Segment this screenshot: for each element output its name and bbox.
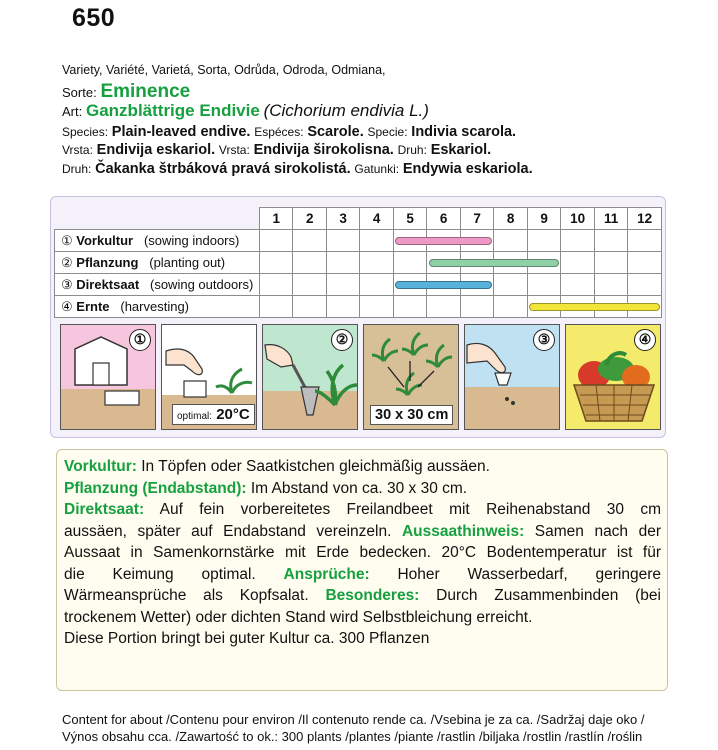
vrsta-value-sl: Endivija eskariol. bbox=[96, 142, 216, 158]
species-value-fr: Scarole. bbox=[307, 123, 364, 140]
cell bbox=[393, 252, 426, 274]
cell bbox=[494, 274, 527, 296]
text-line: Diese Portion bringt bei guter Kultur ca. 300 Pflanzen bbox=[64, 630, 430, 647]
species-label-it: Specie: bbox=[367, 124, 408, 139]
row-name: Direktsaat bbox=[76, 276, 140, 292]
species-latin: (Cichorium endivia L.) bbox=[263, 101, 429, 120]
row-name: Vorkultur bbox=[76, 232, 134, 248]
cell bbox=[594, 252, 628, 274]
calendar-row-vorkultur bbox=[55, 230, 662, 252]
row-desc: (planting out) bbox=[149, 254, 226, 270]
vrsta-label-hr: Vrsta: bbox=[218, 143, 250, 157]
optimal-temperature bbox=[172, 404, 255, 425]
sowing-calendar bbox=[54, 207, 662, 318]
cell bbox=[259, 230, 292, 252]
footer-line-2: Výnos obsahu cca. /Zawartość to ok.: 300 plants /plantes /piante /rastlin /biljaka /rostlin /rastlín /roślin bbox=[62, 729, 643, 744]
text-run: In Töpfen oder Saatkistchen gleichmäßig aussäen. bbox=[136, 458, 490, 475]
text-run: die Keimung optimal. bbox=[64, 565, 284, 583]
instructions-text bbox=[64, 456, 661, 650]
text-run: Durch Zusammenbinden (bei bbox=[419, 587, 661, 604]
row-label bbox=[55, 296, 260, 318]
druh-label-cz: Druh: bbox=[397, 143, 427, 157]
period-bar-pflanzung bbox=[429, 259, 559, 267]
cell bbox=[360, 296, 393, 318]
row-number: ① bbox=[61, 232, 73, 248]
text-run: Samen nach der bbox=[524, 522, 661, 540]
term-pflanzung: Pflanzung (Endabstand): bbox=[64, 479, 247, 497]
text-run: aussäen, später auf Endabstand vereinzeln. bbox=[64, 522, 402, 540]
month-header: 11 bbox=[594, 208, 628, 230]
month-header: 5 bbox=[393, 208, 426, 230]
content-footer bbox=[62, 711, 644, 745]
row-label bbox=[55, 252, 260, 274]
cell bbox=[561, 252, 595, 274]
species-value-it: Indivia scarola. bbox=[411, 123, 517, 140]
step-number-1: ① bbox=[129, 329, 151, 351]
species-label-en: Species: bbox=[62, 124, 109, 139]
text-run: Hoher Wasserbedarf, geringere bbox=[369, 565, 661, 583]
text-line bbox=[64, 521, 661, 543]
text-line bbox=[64, 585, 661, 607]
month-header: 8 bbox=[494, 208, 527, 230]
species-line bbox=[62, 123, 702, 142]
cell bbox=[561, 274, 595, 296]
product-code: 650 bbox=[72, 4, 116, 32]
text-line: Aussaat in Samenkornstärke mit Erde bedecken. 20°C Bodentemperatur ist für bbox=[64, 544, 661, 561]
species-value-en: Plain-leaved endive. bbox=[111, 123, 251, 140]
illustration-plant-spacing bbox=[363, 324, 459, 430]
illustration-harvesting bbox=[565, 324, 661, 430]
row-label bbox=[55, 274, 260, 296]
cell bbox=[326, 274, 359, 296]
cell bbox=[628, 252, 662, 274]
month-header: 4 bbox=[360, 208, 393, 230]
cell bbox=[360, 230, 393, 252]
illustration-sowing-indoors bbox=[60, 324, 156, 430]
illustration-planting-out bbox=[262, 324, 358, 430]
cell bbox=[393, 296, 426, 318]
cell bbox=[259, 252, 292, 274]
row-name: Ernte bbox=[76, 298, 110, 314]
month-header: 9 bbox=[527, 208, 560, 230]
cell bbox=[293, 274, 326, 296]
row-number: ③ bbox=[61, 276, 73, 292]
cell bbox=[259, 296, 292, 318]
variety-line: Variety, Variété, Varietá, Sorta, Odrůda, Odroda, Odmiana, bbox=[62, 63, 386, 77]
druh-value-sk: Čakanka štrbáková pravá sirokolistá. bbox=[95, 160, 351, 177]
cell bbox=[628, 274, 662, 296]
cell bbox=[293, 252, 326, 274]
term-direktsaat: Direktsaat: bbox=[64, 501, 145, 518]
text-line bbox=[64, 478, 661, 500]
sorte-line bbox=[62, 80, 702, 102]
term-aussaathinweis: Aussaathinweis: bbox=[401, 522, 525, 540]
month-header: 3 bbox=[326, 208, 359, 230]
illustration-hand-sowing bbox=[161, 324, 257, 430]
row-desc: (sowing outdoors) bbox=[150, 276, 254, 292]
text-line bbox=[64, 564, 661, 586]
spacing-label: 30 x 30 cm bbox=[370, 405, 453, 425]
cell bbox=[527, 274, 560, 296]
art-label: Art: bbox=[62, 104, 83, 119]
art-line bbox=[62, 102, 702, 121]
row-desc: (harvesting) bbox=[120, 298, 189, 314]
step-number-4: ④ bbox=[634, 329, 656, 351]
calendar-row-direktsaat bbox=[55, 274, 662, 296]
cell bbox=[259, 274, 292, 296]
druh-label-sk: Druh: bbox=[62, 161, 92, 176]
species-label-fr: Espéces: bbox=[254, 124, 304, 139]
cell bbox=[427, 296, 460, 318]
cell bbox=[594, 230, 628, 252]
text-run: Im Abstand von ca. 30 x 30 cm. bbox=[246, 479, 468, 497]
row-name: Pflanzung bbox=[76, 254, 139, 270]
period-bar-direktsaat bbox=[395, 281, 491, 289]
term-ansprueche: Ansprüche: bbox=[283, 565, 370, 583]
cell bbox=[494, 230, 527, 252]
cell bbox=[460, 296, 493, 318]
text-line bbox=[64, 456, 661, 478]
period-bar-ernte bbox=[529, 303, 659, 311]
calendar-row-pflanzung bbox=[55, 252, 662, 274]
cell bbox=[594, 274, 628, 296]
vrsta-label-sl: Vrsta: bbox=[62, 143, 93, 157]
temperature-value: 20°C bbox=[216, 406, 250, 423]
gatunki-value-pl: Endywia eskariola. bbox=[402, 160, 533, 177]
cell bbox=[360, 274, 393, 296]
cell bbox=[527, 230, 560, 252]
step-number-3: ③ bbox=[533, 329, 555, 351]
cell bbox=[293, 230, 326, 252]
row-label bbox=[55, 230, 260, 252]
calendar-header-row bbox=[55, 208, 662, 230]
term-vorkultur: Vorkultur: bbox=[64, 458, 137, 475]
month-header: 1 bbox=[259, 208, 292, 230]
cell bbox=[360, 252, 393, 274]
cell bbox=[293, 296, 326, 318]
gatunki-label-pl: Gatunki: bbox=[354, 161, 400, 176]
optimal-label: optimal: bbox=[177, 411, 213, 422]
vrsta-value-hr: Endivija širokolisna. bbox=[253, 142, 394, 158]
druh-value-cz: Eskariol. bbox=[430, 142, 492, 158]
species-name-de: Ganzblättrige Endivie bbox=[86, 101, 260, 120]
month-header: 6 bbox=[427, 208, 460, 230]
month-header: 10 bbox=[561, 208, 595, 230]
cell bbox=[494, 296, 527, 318]
text-run: Auf fein vorbereitetes Freilandbeet mit Reihenabstand 30 cm bbox=[144, 501, 661, 518]
cell bbox=[326, 296, 359, 318]
cell bbox=[326, 230, 359, 252]
term-besonderes: Besonderes: bbox=[325, 587, 420, 604]
cell bbox=[326, 252, 359, 274]
text-run: Wärmeansprüche als Kopfsalat. bbox=[64, 587, 326, 604]
illustration-sowing-outdoors bbox=[464, 324, 560, 430]
step-number-2: ② bbox=[331, 329, 353, 351]
row-number: ④ bbox=[61, 298, 73, 314]
footer-line-1: Content for about /Contenu pour environ /Il contenuto rende ca. /Vsebina je za ca. /Sadržaj daje oko / bbox=[62, 712, 645, 727]
text-line bbox=[64, 499, 661, 521]
growing-instructions bbox=[56, 449, 668, 691]
month-header: 2 bbox=[293, 208, 326, 230]
druh-line bbox=[62, 160, 702, 179]
variety-name: Eminence bbox=[100, 80, 191, 102]
vrsta-line bbox=[62, 141, 702, 160]
month-header: 12 bbox=[628, 208, 662, 230]
month-header: 7 bbox=[460, 208, 493, 230]
row-desc: (sowing indoors) bbox=[143, 232, 240, 248]
cell bbox=[628, 230, 662, 252]
row-number: ② bbox=[61, 254, 73, 270]
cell bbox=[561, 230, 595, 252]
sorte-label: Sorte: bbox=[62, 84, 97, 100]
period-bar-vorkultur bbox=[395, 237, 491, 245]
text-line: trockenem Wetter) oder dichten Stand wird Selbstbleichung erreicht. bbox=[64, 608, 533, 626]
variety-header bbox=[62, 62, 702, 178]
calendar-corner bbox=[55, 208, 260, 230]
